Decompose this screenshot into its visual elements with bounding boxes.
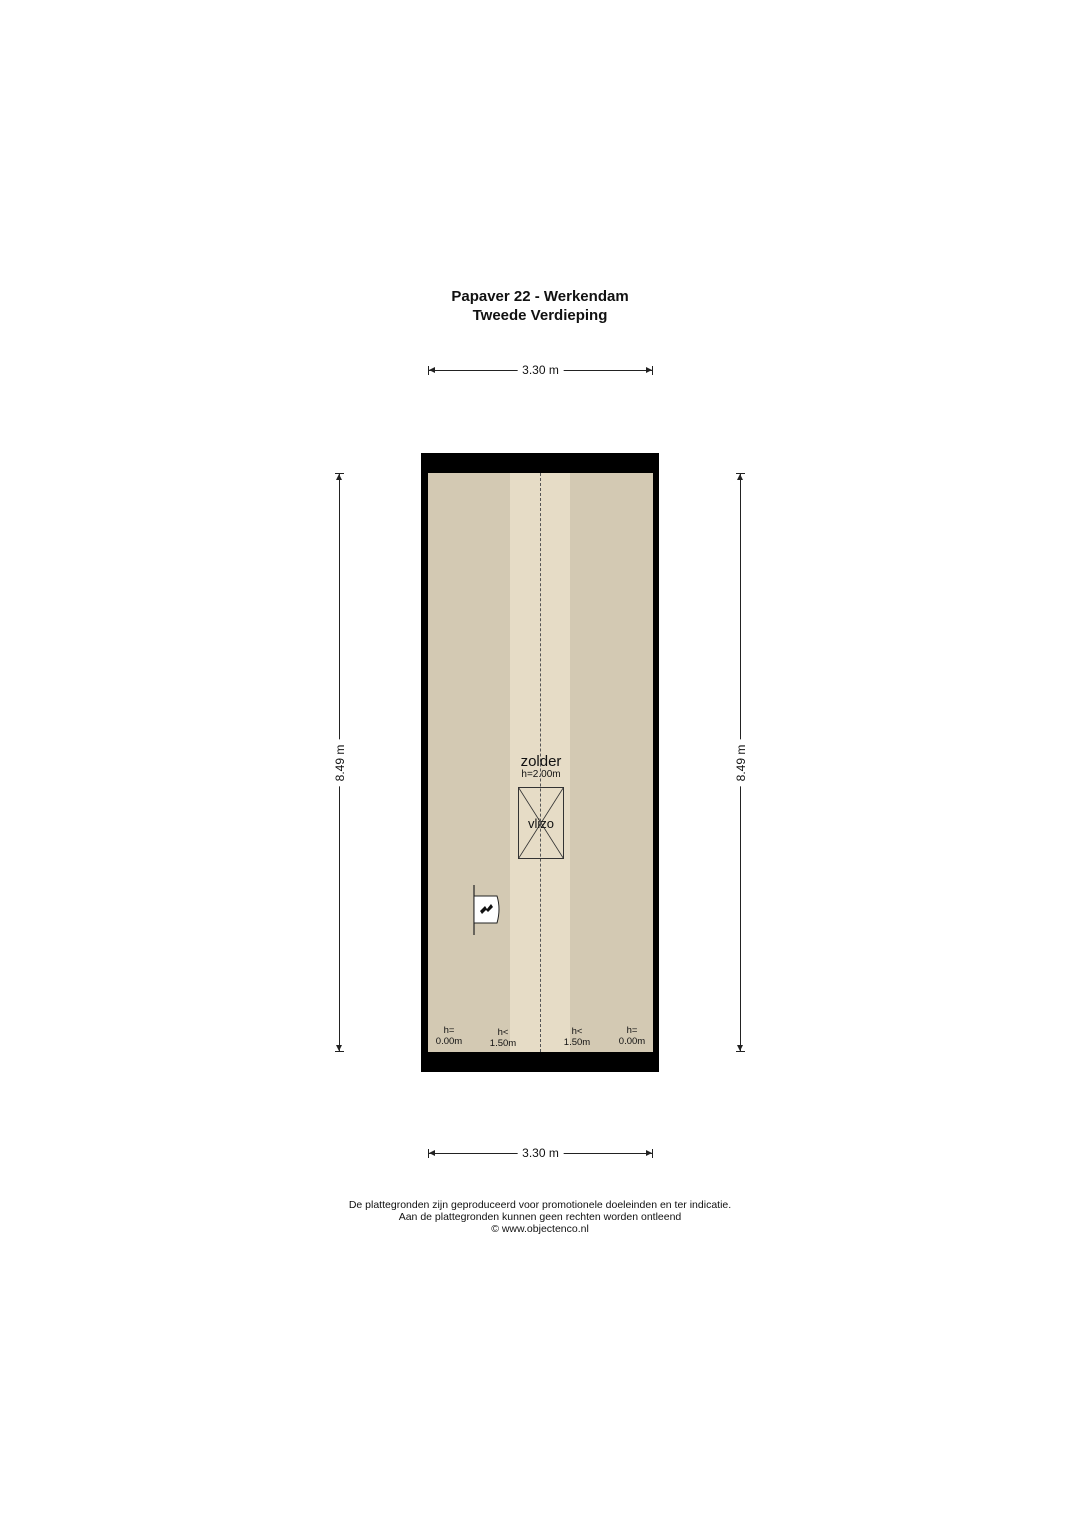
plan-title: Papaver 22 - Werkendam (451, 288, 629, 305)
height-marker: h< 1.50m (563, 1026, 591, 1048)
height-marker: h< 1.50m (489, 1027, 517, 1049)
radiator-heater-icon (473, 885, 503, 935)
dimension-bottom-label: 3.30 m (517, 1145, 564, 1161)
room-name: zolder (520, 753, 562, 770)
room-height: h=2.00m (521, 769, 561, 780)
floor-name: Tweede Verdieping (472, 307, 608, 324)
copyright-link[interactable]: © www.objectenco.nl (491, 1223, 589, 1235)
dimension-right-label: 8.49 m (734, 739, 748, 786)
height-marker: h= 0.00m (618, 1025, 646, 1047)
disclaimer-line: De plattegronden zijn geproduceerd voor promotionele doeleinden en ter indicatie. (348, 1199, 732, 1211)
dimension-left-label: 8.49 m (333, 739, 347, 786)
dimension-bottom (428, 1147, 653, 1161)
hatch-label: vlizo (527, 816, 554, 831)
dimension-left (333, 473, 347, 1052)
dimension-top (428, 364, 653, 378)
dimension-right (734, 473, 748, 1052)
height-marker: h= 0.00m (435, 1025, 463, 1047)
dimension-top-label: 3.30 m (517, 362, 564, 378)
disclaimer-line: Aan de plattegronden kunnen geen rechten worden ontleend (398, 1211, 682, 1223)
